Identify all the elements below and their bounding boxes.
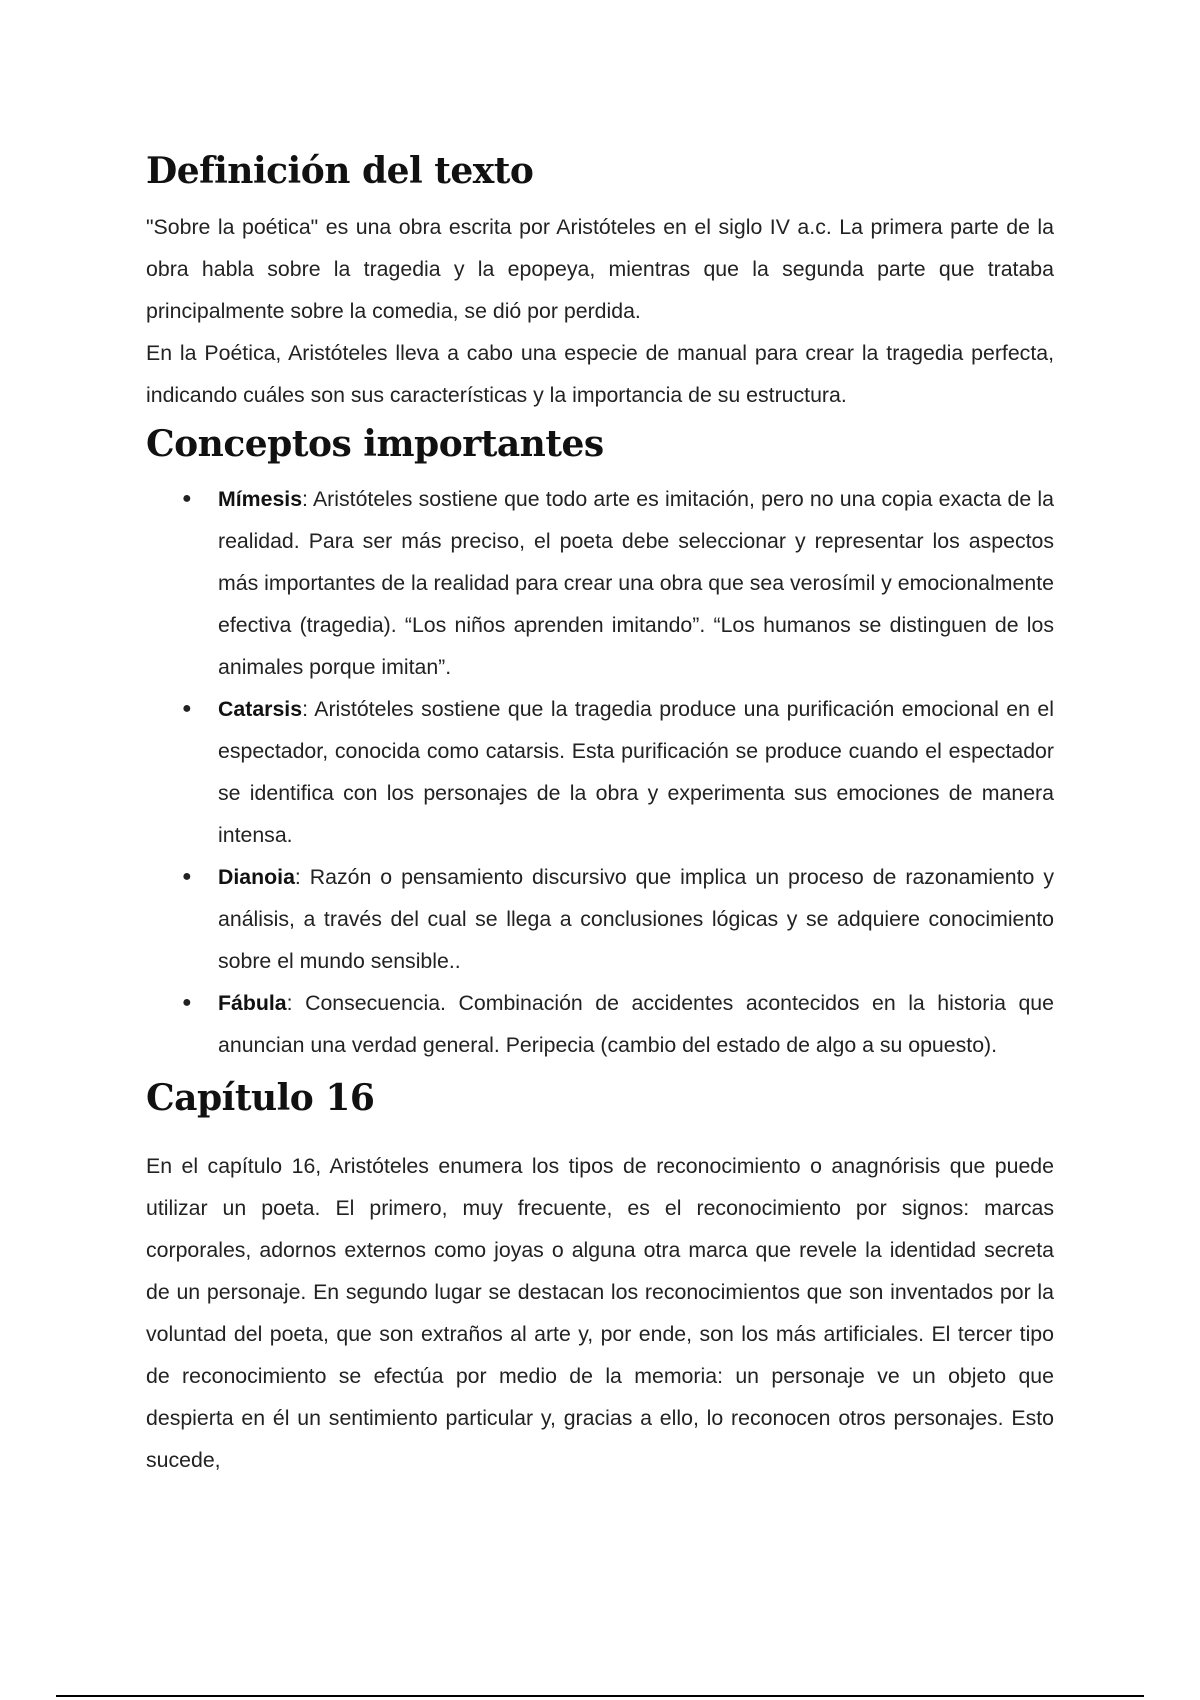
term-catarsis: Catarsis bbox=[218, 697, 303, 721]
heading-conceptos: Conceptos importantes bbox=[146, 423, 604, 465]
paragraph-definicion-2: En la Poética, Aristóteles lleva a cabo una especie de manual para crear la tragedia perfecta, indicando cuáles son sus características y la importancia de su estructura. bbox=[146, 341, 1054, 407]
bullet-icon: ● bbox=[182, 700, 192, 717]
list-item-fabula bbox=[182, 982, 1054, 1066]
definition-catarsis: : Aristóteles sostiene que la tragedia produce una purificación emocional en el espectador, conocida como catarsis. Esta purificación se produce cuando el espectador se identifica con los personajes de la obra y experimenta sus emociones de manera intensa. bbox=[218, 697, 1054, 847]
term-fabula: Fábula bbox=[218, 991, 287, 1015]
concepts-list bbox=[146, 478, 1054, 1066]
list-item-catarsis bbox=[182, 688, 1054, 856]
definition-fabula: : Consecuencia. Combinación de accidentes acontecidos en la historia que anuncian una verdad general. Peripecia (cambio del estado de algo a su opuesto). bbox=[218, 991, 1054, 1057]
paragraph-definicion-1: "Sobre la poética" es una obra escrita por Aristóteles en el siglo IV a.c. La primera parte de la obra habla sobre la tragedia y la epopeya, mientras que la segunda parte que trataba principalmente sobre la comedia, se dió por perdida. bbox=[146, 215, 1054, 323]
heading-capitulo-16: Capítulo 16 bbox=[146, 1077, 375, 1119]
definition-dianoia: : Razón o pensamiento discursivo que implica un proceso de razonamiento y análisis, a través del cual se llega a conclusiones lógicas y se adquiere conocimiento sobre el mundo sensible.. bbox=[218, 865, 1054, 973]
footer-divider bbox=[56, 1695, 1144, 1697]
term-dianoia: Dianoia bbox=[218, 865, 295, 889]
bullet-icon: ● bbox=[182, 868, 192, 885]
bullet-icon: ● bbox=[182, 994, 192, 1011]
list-item-dianoia bbox=[182, 856, 1054, 982]
list-item-mimesis bbox=[182, 478, 1054, 688]
bullet-icon: ● bbox=[182, 490, 192, 507]
term-mimesis: Mímesis bbox=[218, 487, 303, 511]
heading-definicion: Definición del texto bbox=[146, 150, 534, 192]
paragraph-capitulo-16: En el capítulo 16, Aristóteles enumera los tipos de reconocimiento o anagnórisis que puede utilizar un poeta. El primero, muy frecuente, es el reconocimiento por signos: marcas corporales, adornos externos como joyas o alguna otra marca que revele la identidad secreta de un personaje. En segundo lugar se destacan los reconocimientos que son inventados por la voluntad del poeta, que son extraños al arte y, por ende, son los más artificiales. El tercer tipo de reconocimiento se efectúa por medio de la memoria: un personaje ve un objeto que despierta en él un sentimiento particular y, gracias a ello, lo reconocen otros personajes. Esto sucede, bbox=[146, 1154, 1054, 1472]
document-page bbox=[146, 0, 1054, 1481]
definition-mimesis: : Aristóteles sostiene que todo arte es imitación, pero no una copia exacta de la realidad. Para ser más preciso, el poeta debe seleccionar y representar los aspectos más importantes de la realidad para crear una obra que sea verosímil y emocionalmente efectiva (tragedia). “Los niños aprenden imitando”. “Los humanos se distinguen de los animales porque imitan”. bbox=[218, 487, 1054, 679]
